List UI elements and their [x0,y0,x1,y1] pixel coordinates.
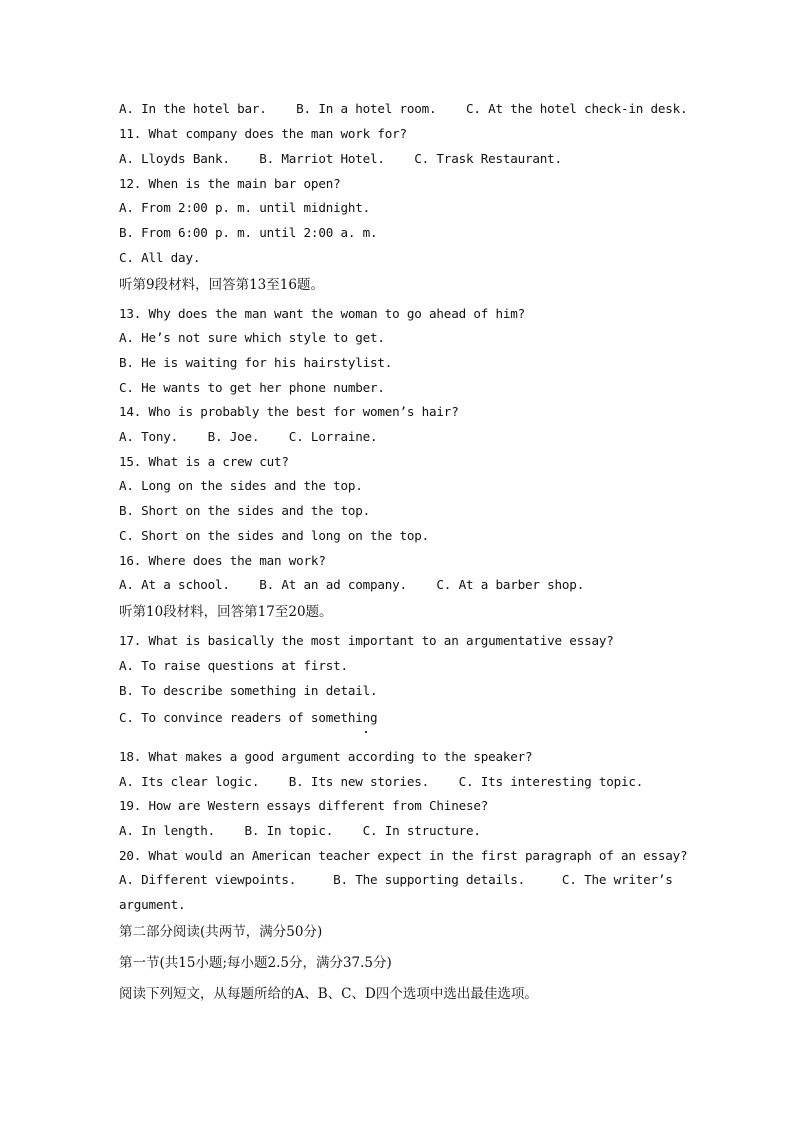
section-instruction-10: 听第10段材料，回答第17至20题。 [119,604,333,620]
q13-option-b: B. He is waiting for his hairstylist. [119,355,393,370]
q19-options: A. In length. B. In topic. C. In structure. [119,823,481,838]
q17-option-c: C. To convince readers of something [119,710,378,725]
part-two-heading: 第二部分阅读(共两节，满分50分) [119,924,323,940]
q20-options: A. Different viewpoints. B. The supporting details. C. The writer’s [119,872,673,887]
q12-option-b: B. From 6:00 p. m. until 2:00 a. m. [119,225,378,240]
q15-option-b: B. Short on the sides and the top. [119,503,370,518]
q15-option-c: C. Short on the sides and long on the top. [119,528,430,543]
q11-options: A. Lloyds Bank. B. Marriot Hotel. C. Trask Restaurant. [119,151,562,166]
q18-options: A. Its clear logic. B. Its new stories. C. Its interesting topic. [119,774,644,789]
q13-option-a: A. He’s not sure which style to get. [119,330,385,345]
section-one-heading: 第一节(共15小题;每小题2.5分，满分37.5分) [119,955,392,971]
stray-mark [365,731,367,733]
q17-question: 17. What is basically the most important to an argumentative essay? [119,633,614,648]
q14-options: A. Tony. B. Joe. C. Lorraine. [119,429,378,444]
q15-question: 15. What is a crew cut? [119,454,289,469]
q17-option-a: A. To raise questions at first. [119,658,348,673]
q12-option-c: C. All day. [119,250,201,265]
q17-option-b: B. To describe something in detail. [119,683,378,698]
q13-question: 13. Why does the man want the woman to go ahead of him? [119,306,526,321]
q12-option-a: A. From 2:00 p. m. until midnight. [119,200,370,215]
q13-option-c: C. He wants to get her phone number. [119,380,385,395]
q11-question: 11. What company does the man work for? [119,126,407,141]
q18-question: 18. What makes a good argument according to the speaker? [119,749,533,764]
q20-options-continued: argument. [119,897,186,912]
q15-option-a: A. Long on the sides and the top. [119,478,363,493]
q14-question: 14. Who is probably the best for women’s hair? [119,404,459,419]
q12-question: 12. When is the main bar open? [119,176,341,191]
q10-options: A. In the hotel bar. B. In a hotel room. C. At the hotel check-in desk. [119,101,688,116]
q19-question: 19. How are Western essays different from Chinese? [119,798,489,813]
section-instruction-9: 听第9段材料，回答第13至16题。 [119,277,324,293]
q16-options: A. At a school. B. At an ad company. C. At a barber shop. [119,577,585,592]
q20-question: 20. What would an American teacher expect in the first paragraph of an essay? [119,848,688,863]
q16-question: 16. Where does the man work? [119,553,326,568]
reading-instruction: 阅读下列短文，从每题所给的A、B、C、D四个选项中选出最佳选项。 [119,986,538,1002]
